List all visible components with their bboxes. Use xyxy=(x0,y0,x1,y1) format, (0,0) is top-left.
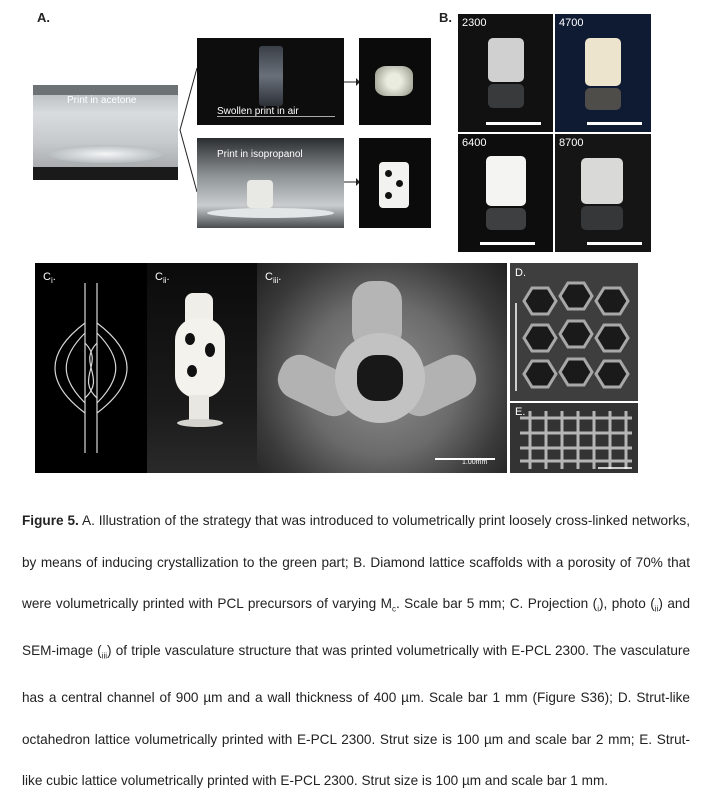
octahedron-lattice-sem xyxy=(510,263,638,401)
caption-sub-i: i xyxy=(597,604,599,614)
right-arrows-icon xyxy=(344,70,360,190)
caption-part-1: A. Illustration of the strategy that was introduced to volumetrically print loosely cross-linked networks, by means of inducing crystallization to the green part; B. Diamond lattice scaffolds with a porosity of 70% that were volumetrically printed with PCL precursors of varying M xyxy=(22,513,690,611)
sem-image xyxy=(257,263,507,473)
acetone-jar-photo xyxy=(33,85,178,180)
label-print-in-isopropanol: Print in isopropanol xyxy=(217,149,303,160)
tile-label-2300: 2300 xyxy=(462,17,487,29)
porosity-tile-2300 xyxy=(458,14,553,132)
label-c-i: $C_i$. xyxy=(43,271,56,286)
figure-label: Figure 5. xyxy=(22,513,79,528)
tile-label-4700: 4700 xyxy=(559,17,584,29)
porosity-tile-8700 xyxy=(555,134,651,252)
panel-e-letter: E. xyxy=(515,406,526,418)
caption-part-4: ) and SEM-image ( xyxy=(22,596,691,659)
panel-b-letter: B. xyxy=(439,10,452,25)
caption-mc-subscript: c xyxy=(391,604,396,614)
crystallized-print-photo-1 xyxy=(359,38,431,125)
label-c-ii: $C_{ii}$. xyxy=(155,271,170,286)
isopropanol-jar-photo xyxy=(197,138,344,228)
label-c-iii: $C_{iii}$. xyxy=(265,271,282,286)
figure-caption xyxy=(22,500,690,802)
swollen-print-photo xyxy=(197,38,344,125)
panel-d-letter: D. xyxy=(515,267,526,279)
vasculature-photo xyxy=(147,263,257,473)
sem-scale-text: 1.00mm xyxy=(462,459,488,466)
caption-sub-ii: ii xyxy=(654,604,659,614)
porosity-tile-4700 xyxy=(555,14,651,132)
label-print-in-acetone: Print in acetone xyxy=(67,95,137,106)
panel-a-letter: A. xyxy=(37,10,50,25)
caption-sub-iii: iii xyxy=(101,651,108,661)
caption-part-2: . Scale bar 5 mm; C. Projection ( xyxy=(395,596,598,611)
caption-part-3: ), photo ( xyxy=(598,596,655,611)
crystallized-print-photo-2 xyxy=(359,138,431,228)
caption-part-5: ) of triple vasculature structure that was printed volumetrically with E-PCL 2300. The vasculature has a central channel of 900 µm and a wall thickness of 400 µm. Scale bar 1 mm (Figure S36); D. Strut-like octahedron lattice volumetrically printed with E-PCL 2300. Strut size is 100 µm and scale bar 2 mm; E. Strut-like cubic lattice volumetrically printed with E-PCL 2300. Strut size is 100 µm and scale bar 1 mm. xyxy=(22,643,691,789)
tile-label-6400: 6400 xyxy=(462,137,487,149)
cubic-lattice-sem xyxy=(510,403,638,473)
porosity-tile-6400 xyxy=(458,134,553,252)
projection-image xyxy=(35,263,147,473)
label-swollen-print-in-air: Swollen print in air xyxy=(217,106,299,117)
tile-label-8700: 8700 xyxy=(559,137,584,149)
